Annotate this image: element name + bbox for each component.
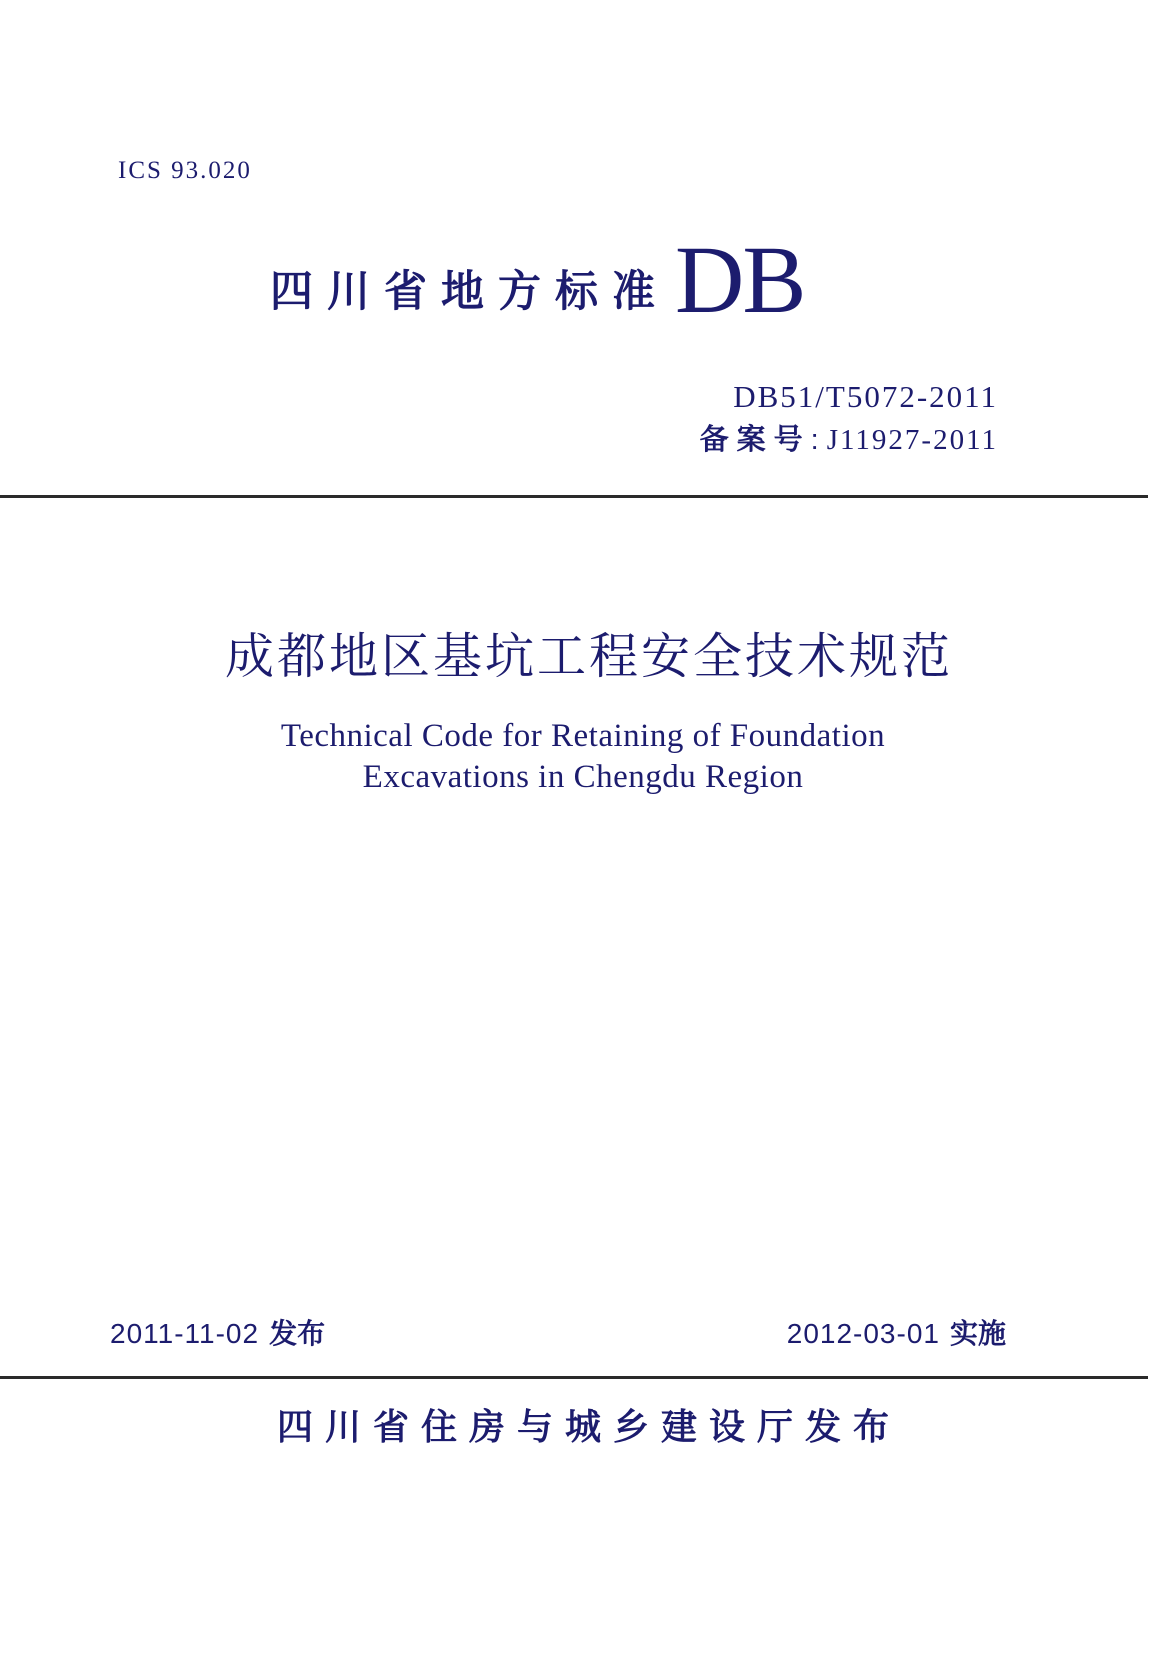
bottom-divider [0, 1376, 1148, 1379]
filing-number-line [699, 422, 998, 456]
title-chinese: 成都地区基坑工程安全技术规范 [224, 628, 953, 685]
issue-label: 发布 [269, 1317, 326, 1350]
title-english-line-1: Technical Code for Retaining of Foundation [280, 718, 886, 754]
filing-number: J11927-2011 [826, 424, 998, 456]
ics-code: ICS 93.020 [118, 157, 252, 184]
issue-date-line [110, 1317, 326, 1350]
standard-category-heading [270, 226, 805, 333]
implement-date: 2012-03-01 [786, 1318, 940, 1349]
implement-label: 实施 [949, 1317, 1006, 1350]
top-divider [0, 495, 1148, 498]
standard-category-label: 四川省地方标准 [270, 267, 669, 317]
publisher: 四川省住房与城乡建设厅发布 [276, 1407, 901, 1448]
filing-label: 备案号 [699, 422, 811, 456]
issue-date: 2011-11-02 [110, 1318, 260, 1349]
filing-separator: : [810, 424, 819, 456]
standard-number: DB51/T5072-2011 [733, 379, 998, 414]
standard-mark: DB [675, 226, 805, 333]
title-english-line-2: Excavations in Chengdu Region [362, 759, 804, 795]
implement-date-line [786, 1317, 1006, 1350]
